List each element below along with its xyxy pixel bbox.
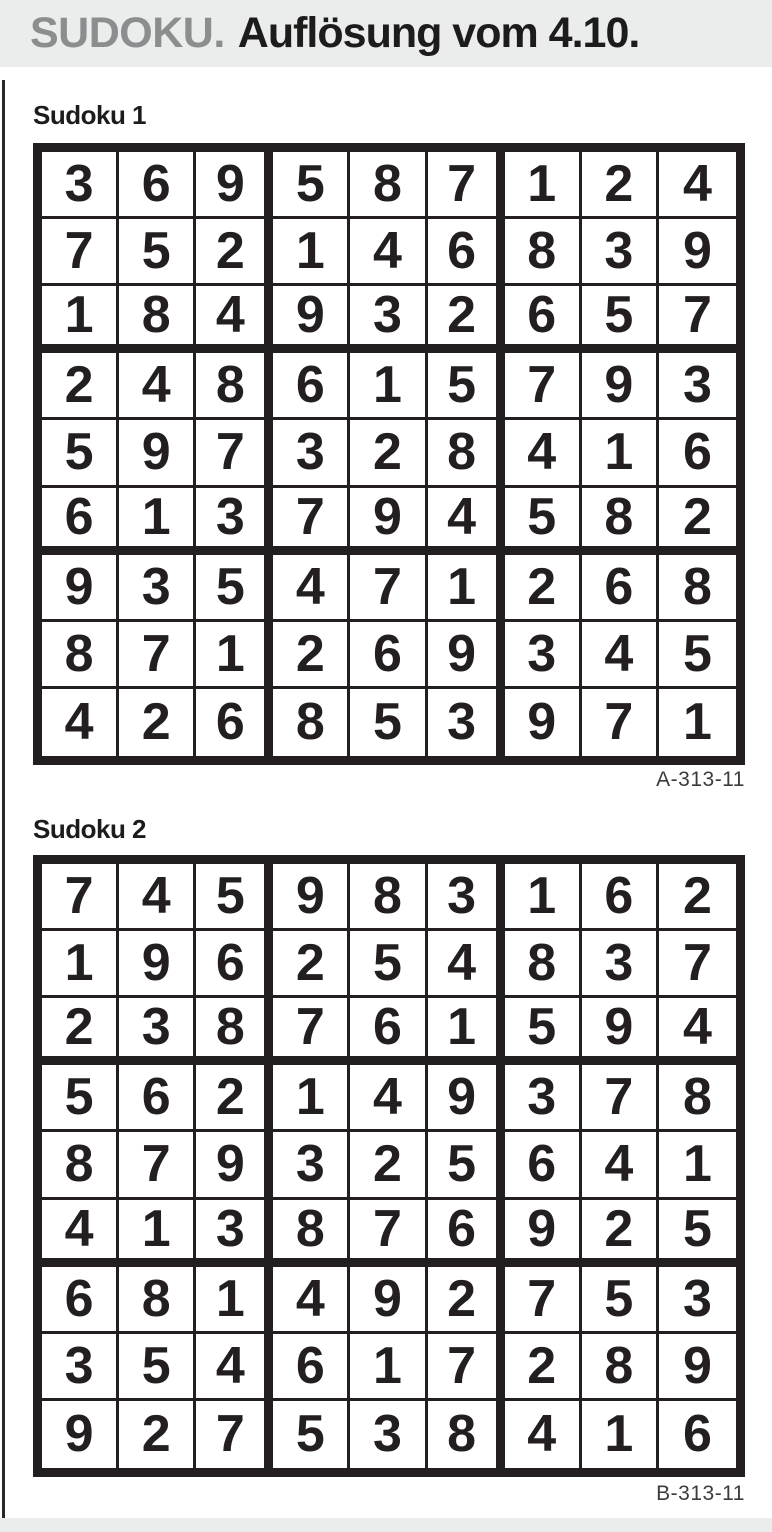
sudoku1-cell-r7c2: 3: [119, 555, 196, 622]
sudoku2-cell-r9c6: 8: [428, 1401, 505, 1468]
sudoku1-cell-r3c1: 1: [42, 286, 119, 353]
sudoku2-cell-r5c3: 9: [196, 1132, 273, 1199]
sudoku2-cell-r2c4: 2: [273, 931, 350, 998]
sudoku2-cell-r8c8: 8: [582, 1334, 659, 1401]
sudoku2-cell-r6c6: 6: [428, 1200, 505, 1267]
sudoku1-cell-r3c7: 6: [505, 286, 582, 353]
sudoku2-cell-r2c3: 6: [196, 931, 273, 998]
sudoku2-cell-r8c5: 1: [350, 1334, 427, 1401]
sudoku1-cell-r3c5: 3: [350, 286, 427, 353]
sudoku2-cell-r4c1: 5: [42, 1065, 119, 1132]
sudoku2-cell-r5c4: 3: [273, 1132, 350, 1199]
sudoku1-cell-r2c7: 8: [505, 219, 582, 286]
sudoku2-cell-r3c4: 7: [273, 998, 350, 1065]
footer-band: [0, 1518, 772, 1532]
sudoku1-cell-r7c1: 9: [42, 555, 119, 622]
sudoku2-cell-r6c3: 3: [196, 1200, 273, 1267]
sudoku2-cell-r5c2: 7: [119, 1132, 196, 1199]
sudoku1-cell-r8c5: 6: [350, 622, 427, 689]
sudoku1-cell-r4c7: 7: [505, 353, 582, 420]
sudoku1-cell-r5c4: 3: [273, 420, 350, 487]
sudoku2-cell-r9c8: 1: [582, 1401, 659, 1468]
sudoku1-cell-r1c9: 4: [659, 152, 736, 219]
sudoku2-cell-r7c6: 2: [428, 1267, 505, 1334]
sudoku1-cell-r7c6: 1: [428, 555, 505, 622]
sudoku2-cell-r2c1: 1: [42, 931, 119, 998]
sudoku2-cell-r5c1: 8: [42, 1132, 119, 1199]
sudoku1-cell-r4c1: 2: [42, 353, 119, 420]
sudoku1-cell-r4c4: 6: [273, 353, 350, 420]
puzzle-2-code: B-313-11: [656, 1482, 745, 1505]
sudoku2-cell-r2c5: 5: [350, 931, 427, 998]
brand-text: SUDOKU.: [30, 9, 225, 57]
sudoku1-cell-r6c7: 5: [505, 488, 582, 555]
sudoku2-cell-r6c9: 5: [659, 1200, 736, 1267]
sudoku1-cell-r4c5: 1: [350, 353, 427, 420]
sudoku-grid-2: [33, 855, 745, 1477]
sudoku1-cell-r8c2: 7: [119, 622, 196, 689]
sudoku1-cell-r3c6: 2: [428, 286, 505, 353]
sudoku1-cell-r1c1: 3: [42, 152, 119, 219]
sudoku1-cell-r6c5: 9: [350, 488, 427, 555]
sudoku1-cell-r1c7: 1: [505, 152, 582, 219]
sudoku2-cell-r5c7: 6: [505, 1132, 582, 1199]
sudoku2-cell-r1c8: 6: [582, 864, 659, 931]
sudoku1-cell-r9c7: 9: [505, 689, 582, 756]
sudoku1-cell-r4c3: 8: [196, 353, 273, 420]
sudoku2-cell-r7c2: 8: [119, 1267, 196, 1334]
sudoku1-cell-r2c5: 4: [350, 219, 427, 286]
sudoku2-cell-r7c8: 5: [582, 1267, 659, 1334]
sudoku1-cell-r8c1: 8: [42, 622, 119, 689]
sudoku1-cell-r7c4: 4: [273, 555, 350, 622]
sudoku1-cell-r6c8: 8: [582, 488, 659, 555]
sudoku1-cell-r5c6: 8: [428, 420, 505, 487]
sudoku-grid-1: [33, 143, 745, 765]
sudoku1-cell-r2c2: 5: [119, 219, 196, 286]
sudoku2-cell-r3c8: 9: [582, 998, 659, 1065]
sudoku1-cell-r6c3: 3: [196, 488, 273, 555]
sudoku2-cell-r2c7: 8: [505, 931, 582, 998]
sudoku2-cell-r1c9: 2: [659, 864, 736, 931]
puzzle-1-code: A-313-11: [656, 768, 745, 791]
sudoku1-cell-r8c6: 9: [428, 622, 505, 689]
sudoku1-cell-r9c4: 8: [273, 689, 350, 756]
sudoku2-cell-r3c3: 8: [196, 998, 273, 1065]
sudoku2-cell-r4c6: 9: [428, 1065, 505, 1132]
sudoku1-cell-r6c6: 4: [428, 488, 505, 555]
sudoku2-cell-r5c8: 4: [582, 1132, 659, 1199]
sudoku1-cell-r6c4: 7: [273, 488, 350, 555]
sudoku2-cell-r7c9: 3: [659, 1267, 736, 1334]
sudoku1-cell-r1c6: 7: [428, 152, 505, 219]
sudoku1-cell-r7c8: 6: [582, 555, 659, 622]
page-title: Auflösung vom 4.10.: [237, 9, 640, 57]
sudoku2-cell-r4c5: 4: [350, 1065, 427, 1132]
sudoku2-cell-r4c7: 3: [505, 1065, 582, 1132]
sudoku2-cell-r1c2: 4: [119, 864, 196, 931]
sudoku2-cell-r1c6: 3: [428, 864, 505, 931]
sudoku2-cell-r9c7: 4: [505, 1401, 582, 1468]
left-margin-rule: [2, 80, 5, 1532]
sudoku1-cell-r9c6: 3: [428, 689, 505, 756]
sudoku2-cell-r1c5: 8: [350, 864, 427, 931]
sudoku1-cell-r3c9: 7: [659, 286, 736, 353]
sudoku1-cell-r8c9: 5: [659, 622, 736, 689]
sudoku1-cell-r3c8: 5: [582, 286, 659, 353]
sudoku1-cell-r6c1: 6: [42, 488, 119, 555]
sudoku1-cell-r5c9: 6: [659, 420, 736, 487]
sudoku1-cell-r8c4: 2: [273, 622, 350, 689]
sudoku2-cell-r2c6: 4: [428, 931, 505, 998]
sudoku1-cell-r6c2: 1: [119, 488, 196, 555]
sudoku2-cell-r2c2: 9: [119, 931, 196, 998]
sudoku2-cell-r7c5: 9: [350, 1267, 427, 1334]
puzzle-1-title: Sudoku 1: [33, 100, 147, 130]
sudoku2-cell-r7c1: 6: [42, 1267, 119, 1334]
sudoku1-cell-r9c8: 7: [582, 689, 659, 756]
sudoku2-cell-r3c9: 4: [659, 998, 736, 1065]
sudoku1-cell-r2c9: 9: [659, 219, 736, 286]
sudoku1-cell-r3c3: 4: [196, 286, 273, 353]
sudoku2-cell-r1c7: 1: [505, 864, 582, 931]
sudoku1-cell-r9c2: 2: [119, 689, 196, 756]
sudoku2-cell-r1c4: 9: [273, 864, 350, 931]
sudoku1-cell-r7c9: 8: [659, 555, 736, 622]
sudoku1-cell-r2c3: 2: [196, 219, 273, 286]
sudoku2-cell-r9c3: 7: [196, 1401, 273, 1468]
sudoku2-cell-r9c5: 3: [350, 1401, 427, 1468]
sudoku2-cell-r4c4: 1: [273, 1065, 350, 1132]
sudoku2-cell-r6c8: 2: [582, 1200, 659, 1267]
sudoku1-cell-r2c6: 6: [428, 219, 505, 286]
sudoku2-cell-r4c3: 2: [196, 1065, 273, 1132]
sudoku1-cell-r4c8: 9: [582, 353, 659, 420]
sudoku2-cell-r2c8: 3: [582, 931, 659, 998]
sudoku1-cell-r1c5: 8: [350, 152, 427, 219]
sudoku2-cell-r6c1: 4: [42, 1200, 119, 1267]
sudoku1-cell-r9c5: 5: [350, 689, 427, 756]
sudoku1-cell-r5c8: 1: [582, 420, 659, 487]
header-band: [0, 0, 772, 67]
sudoku2-cell-r6c4: 8: [273, 1200, 350, 1267]
sudoku1-cell-r7c7: 2: [505, 555, 582, 622]
sudoku2-cell-r3c7: 5: [505, 998, 582, 1065]
sudoku1-cell-r9c9: 1: [682, 693, 712, 752]
sudoku2-cell-r8c6: 7: [428, 1334, 505, 1401]
sudoku2-cell-r8c2: 5: [119, 1334, 196, 1401]
sudoku2-cell-r7c7: 7: [505, 1267, 582, 1334]
sudoku1-cell-r5c1: 5: [42, 420, 119, 487]
sudoku1-cell-r9c3: 6: [196, 689, 273, 756]
sudoku1-cell-r2c4: 1: [273, 219, 350, 286]
sudoku1-cell-r4c2: 4: [119, 353, 196, 420]
sudoku1-cell-r3c4: 9: [273, 286, 350, 353]
sudoku2-cell-r8c9: 9: [659, 1334, 736, 1401]
sudoku2-cell-r9c4: 5: [273, 1401, 350, 1468]
sudoku1-cell-r5c5: 2: [350, 420, 427, 487]
sudoku1-cell-r9c1: 4: [42, 689, 119, 756]
sudoku1-cell-r1c3: 9: [196, 152, 273, 219]
sudoku2-cell-r3c1: 2: [42, 998, 119, 1065]
sudoku1-cell-r3c2: 8: [119, 286, 196, 353]
sudoku1-cell-r1c4: 5: [273, 152, 350, 219]
sudoku2-cell-r9c9: 6: [682, 1405, 712, 1464]
sudoku2-cell-r9c1: 9: [42, 1401, 119, 1468]
sudoku2-cell-r3c6: 1: [428, 998, 505, 1065]
sudoku1-cell-r5c3: 7: [196, 420, 273, 487]
sudoku2-cell-r6c7: 9: [505, 1200, 582, 1267]
sudoku1-cell-r8c7: 3: [505, 622, 582, 689]
sudoku1-cell-r1c8: 2: [582, 152, 659, 219]
sudoku1-cell-r6c9: 2: [659, 488, 736, 555]
sudoku2-cell-r7c3: 1: [196, 1267, 273, 1334]
sudoku2-cell-r8c3: 4: [196, 1334, 273, 1401]
sudoku1-cell-r4c6: 5: [428, 353, 505, 420]
sudoku2-cell-r4c8: 7: [582, 1065, 659, 1132]
sudoku2-cell-r5c6: 5: [428, 1132, 505, 1199]
sudoku1-cell-r2c8: 3: [582, 219, 659, 286]
sudoku2-cell-r2c9: 7: [659, 931, 736, 998]
sudoku2-cell-r3c2: 3: [119, 998, 196, 1065]
sudoku2-cell-r6c2: 1: [119, 1200, 196, 1267]
sudoku1-cell-r5c7: 4: [505, 420, 582, 487]
sudoku1-cell-r7c5: 7: [350, 555, 427, 622]
sudoku2-cell-r8c1: 3: [42, 1334, 119, 1401]
sudoku1-cell-r5c2: 9: [119, 420, 196, 487]
puzzle-2-title: Sudoku 2: [33, 814, 147, 844]
sudoku1-cell-r1c2: 6: [119, 152, 196, 219]
sudoku1-cell-r8c3: 1: [196, 622, 273, 689]
sudoku2-cell-r5c5: 2: [350, 1132, 427, 1199]
sudoku2-cell-r1c1: 7: [42, 864, 119, 931]
sudoku2-cell-r4c2: 6: [119, 1065, 196, 1132]
sudoku2-cell-r8c7: 2: [505, 1334, 582, 1401]
sudoku2-cell-r8c4: 6: [273, 1334, 350, 1401]
sudoku2-cell-r7c4: 4: [273, 1267, 350, 1334]
sudoku1-cell-r2c1: 7: [42, 219, 119, 286]
sudoku1-cell-r8c8: 4: [582, 622, 659, 689]
sudoku1-cell-r4c9: 3: [659, 353, 736, 420]
sudoku2-cell-r5c9: 1: [659, 1132, 736, 1199]
sudoku2-cell-r9c2: 2: [119, 1401, 196, 1468]
sudoku2-cell-r6c5: 7: [350, 1200, 427, 1267]
sudoku2-cell-r3c5: 6: [350, 998, 427, 1065]
sudoku2-cell-r1c3: 5: [196, 864, 273, 931]
sudoku2-cell-r4c9: 8: [659, 1065, 736, 1132]
sudoku1-cell-r7c3: 5: [196, 555, 273, 622]
